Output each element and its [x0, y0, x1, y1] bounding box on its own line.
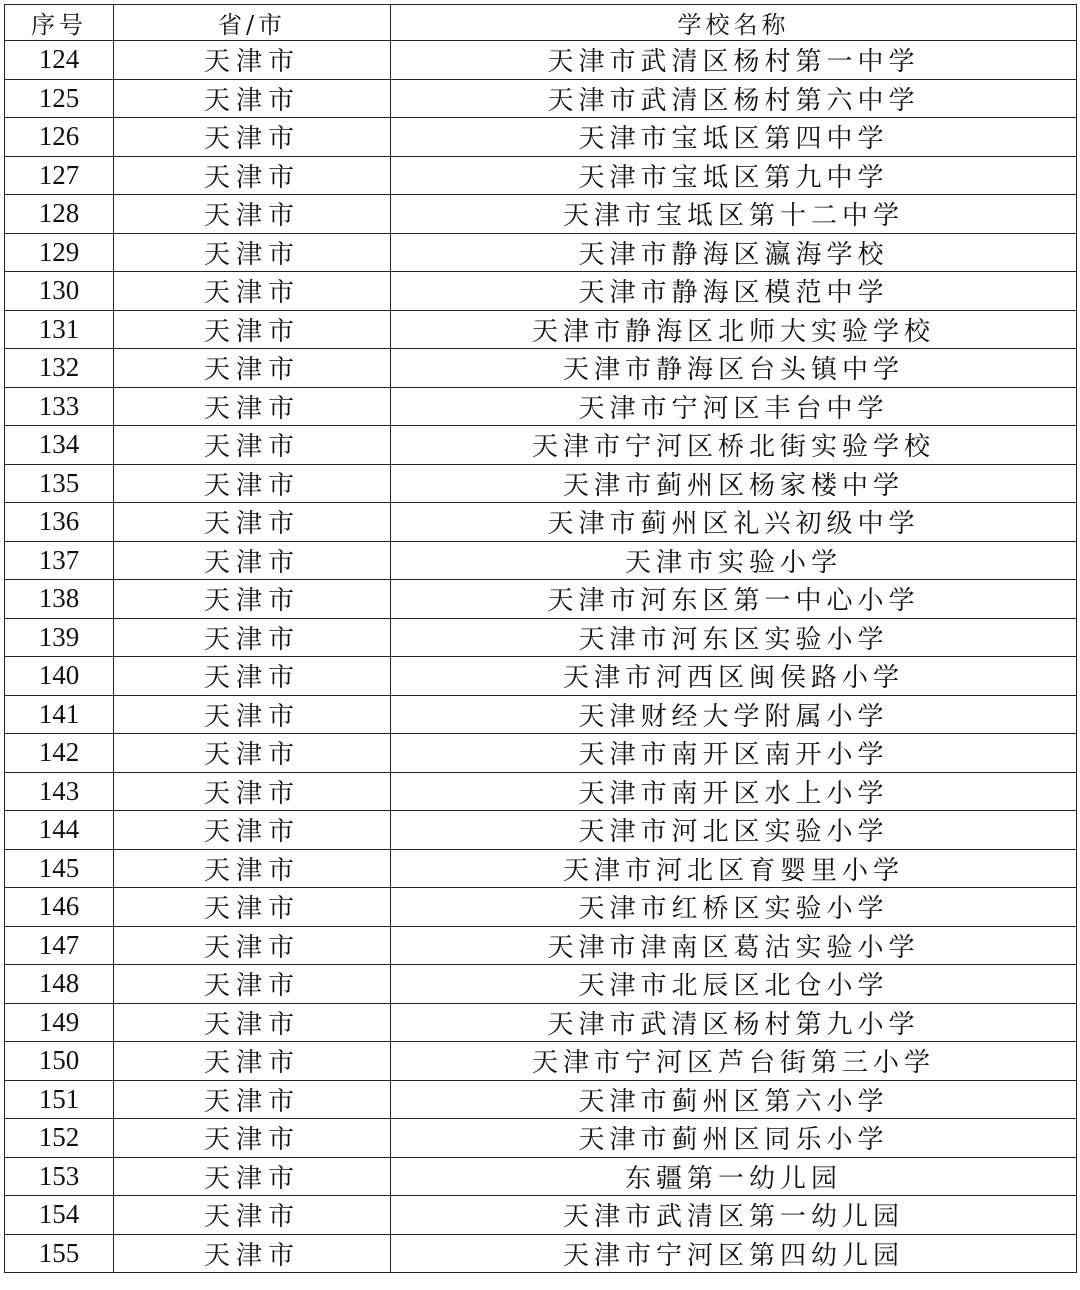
school-name-cell: 天津市实验小学	[391, 541, 1077, 580]
school-name-cell: 天津市宁河区桥北街实验学校	[391, 426, 1077, 465]
school-name-cell: 天津市宝坻区第四中学	[391, 118, 1077, 157]
header-row	[5, 5, 1077, 41]
school-name-cell: 天津市武清区杨村第九小学	[391, 1003, 1077, 1042]
table-row	[5, 849, 1077, 888]
school-name-cell: 天津市红桥区实验小学	[391, 888, 1077, 927]
school-name-cell: 天津市蓟州区同乐小学	[391, 1119, 1077, 1158]
province-cell: 天津市	[114, 618, 391, 657]
province-cell: 天津市	[114, 272, 391, 311]
table-row	[5, 657, 1077, 696]
province-cell: 天津市	[114, 1003, 391, 1042]
province-cell: 天津市	[114, 695, 391, 734]
province-cell: 天津市	[114, 387, 391, 426]
serial-number-cell: 147	[5, 926, 114, 965]
table-row	[5, 310, 1077, 349]
school-name-cell: 东疆第一幼儿园	[391, 1157, 1077, 1196]
school-name-cell: 天津市静海区模范中学	[391, 272, 1077, 311]
province-cell: 天津市	[114, 1196, 391, 1235]
serial-number-cell: 148	[5, 965, 114, 1004]
province-cell: 天津市	[114, 118, 391, 157]
province-cell: 天津市	[114, 580, 391, 619]
table-row	[5, 118, 1077, 157]
table-row	[5, 1003, 1077, 1042]
serial-number-cell: 154	[5, 1196, 114, 1235]
serial-number-cell: 152	[5, 1119, 114, 1158]
serial-number-cell: 145	[5, 849, 114, 888]
serial-number-cell: 136	[5, 503, 114, 542]
serial-number-cell: 140	[5, 657, 114, 696]
serial-number-cell: 124	[5, 41, 114, 80]
province-cell: 天津市	[114, 464, 391, 503]
table-row	[5, 1196, 1077, 1235]
serial-number-cell: 126	[5, 118, 114, 157]
serial-number-cell: 153	[5, 1157, 114, 1196]
table-row	[5, 233, 1077, 272]
school-name-cell: 天津市宁河区芦台街第三小学	[391, 1042, 1077, 1081]
province-cell: 天津市	[114, 849, 391, 888]
table-row	[5, 1234, 1077, 1273]
province-cell: 天津市	[114, 503, 391, 542]
province-cell: 天津市	[114, 541, 391, 580]
table-row	[5, 580, 1077, 619]
school-name-cell: 天津市河东区实验小学	[391, 618, 1077, 657]
province-cell: 天津市	[114, 426, 391, 465]
school-name-cell: 天津市宁河区丰台中学	[391, 387, 1077, 426]
serial-number-cell: 144	[5, 811, 114, 850]
serial-number-cell: 134	[5, 426, 114, 465]
province-cell: 天津市	[114, 41, 391, 80]
school-name-cell: 天津市宝坻区第九中学	[391, 156, 1077, 195]
table-row	[5, 426, 1077, 465]
school-name-cell: 天津市静海区台头镇中学	[391, 349, 1077, 388]
school-name-cell: 天津市武清区杨村第一中学	[391, 41, 1077, 80]
serial-number-cell: 142	[5, 734, 114, 773]
serial-number-cell: 129	[5, 233, 114, 272]
school-name-cell: 天津市武清区杨村第六中学	[391, 79, 1077, 118]
school-name-cell: 天津市静海区瀛海学校	[391, 233, 1077, 272]
province-cell: 天津市	[114, 233, 391, 272]
province-cell: 天津市	[114, 195, 391, 234]
table-row	[5, 464, 1077, 503]
serial-number-cell: 130	[5, 272, 114, 311]
serial-number-cell: 131	[5, 310, 114, 349]
table-body	[5, 41, 1077, 1273]
serial-number-cell: 128	[5, 195, 114, 234]
serial-number-cell: 151	[5, 1080, 114, 1119]
serial-number-cell: 139	[5, 618, 114, 657]
table-row	[5, 695, 1077, 734]
table-row	[5, 195, 1077, 234]
table-row	[5, 503, 1077, 542]
table-row	[5, 41, 1077, 80]
school-name-cell: 天津市宁河区第四幼儿园	[391, 1234, 1077, 1273]
school-name-cell: 天津市南开区南开小学	[391, 734, 1077, 773]
table-row	[5, 1157, 1077, 1196]
school-name-cell: 天津市河北区育婴里小学	[391, 849, 1077, 888]
school-name-cell: 天津市津南区葛沽实验小学	[391, 926, 1077, 965]
serial-number-cell: 146	[5, 888, 114, 927]
table-header	[5, 5, 1077, 41]
province-cell: 天津市	[114, 310, 391, 349]
serial-number-cell: 135	[5, 464, 114, 503]
table-row	[5, 772, 1077, 811]
serial-number-cell: 132	[5, 349, 114, 388]
serial-number-cell: 155	[5, 1234, 114, 1273]
province-cell: 天津市	[114, 1157, 391, 1196]
header-province-city: 省/市	[114, 5, 391, 41]
table-row	[5, 926, 1077, 965]
table-row	[5, 156, 1077, 195]
serial-number-cell: 137	[5, 541, 114, 580]
header-serial-number: 序号	[5, 5, 114, 41]
school-list-table	[4, 4, 1077, 1273]
serial-number-cell: 141	[5, 695, 114, 734]
school-name-cell: 天津市北辰区北仓小学	[391, 965, 1077, 1004]
province-cell: 天津市	[114, 888, 391, 927]
table-row	[5, 79, 1077, 118]
table-row	[5, 541, 1077, 580]
table-row	[5, 618, 1077, 657]
school-name-cell: 天津市静海区北师大实验学校	[391, 310, 1077, 349]
school-name-cell: 天津市河北区实验小学	[391, 811, 1077, 850]
table-row	[5, 1119, 1077, 1158]
province-cell: 天津市	[114, 657, 391, 696]
school-name-cell: 天津市河西区闽侯路小学	[391, 657, 1077, 696]
province-cell: 天津市	[114, 734, 391, 773]
province-cell: 天津市	[114, 1234, 391, 1273]
province-cell: 天津市	[114, 965, 391, 1004]
table-row	[5, 1042, 1077, 1081]
province-cell: 天津市	[114, 349, 391, 388]
table-row	[5, 888, 1077, 927]
province-cell: 天津市	[114, 79, 391, 118]
serial-number-cell: 149	[5, 1003, 114, 1042]
serial-number-cell: 127	[5, 156, 114, 195]
school-name-cell: 天津市武清区第一幼儿园	[391, 1196, 1077, 1235]
serial-number-cell: 125	[5, 79, 114, 118]
header-school-name: 学校名称	[391, 5, 1077, 41]
province-cell: 天津市	[114, 1119, 391, 1158]
province-cell: 天津市	[114, 156, 391, 195]
table-row	[5, 387, 1077, 426]
school-name-cell: 天津财经大学附属小学	[391, 695, 1077, 734]
province-cell: 天津市	[114, 1042, 391, 1081]
table-row	[5, 734, 1077, 773]
school-name-cell: 天津市南开区水上小学	[391, 772, 1077, 811]
serial-number-cell: 150	[5, 1042, 114, 1081]
table-row	[5, 965, 1077, 1004]
school-name-cell: 天津市河东区第一中心小学	[391, 580, 1077, 619]
school-name-cell: 天津市蓟州区第六小学	[391, 1080, 1077, 1119]
province-cell: 天津市	[114, 926, 391, 965]
table-row	[5, 1080, 1077, 1119]
table-row	[5, 349, 1077, 388]
table-row	[5, 811, 1077, 850]
serial-number-cell: 143	[5, 772, 114, 811]
province-cell: 天津市	[114, 1080, 391, 1119]
school-name-cell: 天津市蓟州区礼兴初级中学	[391, 503, 1077, 542]
school-name-cell: 天津市宝坻区第十二中学	[391, 195, 1077, 234]
serial-number-cell: 138	[5, 580, 114, 619]
school-name-cell: 天津市蓟州区杨家楼中学	[391, 464, 1077, 503]
province-cell: 天津市	[114, 772, 391, 811]
serial-number-cell: 133	[5, 387, 114, 426]
table-row	[5, 272, 1077, 311]
province-cell: 天津市	[114, 811, 391, 850]
